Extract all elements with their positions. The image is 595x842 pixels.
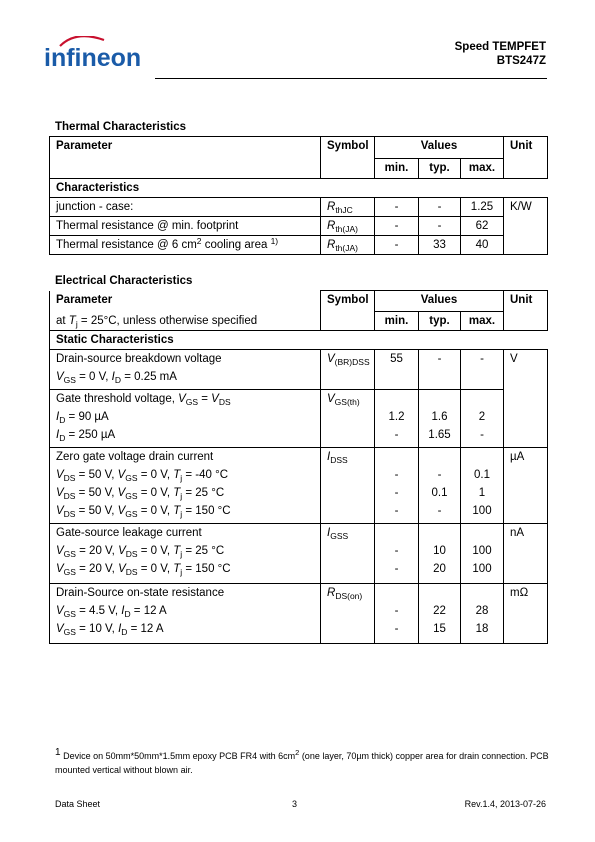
condition-line: $V_{DS} = 50$ V, $V_{GS} = 0$ V, $T_j = 150$ °C	[56, 505, 231, 519]
typ-cell: 1.6 1.65	[419, 390, 461, 448]
thermal-subheader-row	[50, 159, 548, 179]
col-values: Values	[375, 291, 504, 312]
col-typ: typ.	[419, 159, 461, 179]
symbol-cell: $R_{DS(on)}$	[321, 584, 375, 644]
part-number: BTS247Z	[496, 55, 546, 67]
typ-cell: 33	[419, 236, 461, 255]
condition-line: $V_{GS} = 10$ V, $I_D = 12$ A	[56, 623, 164, 637]
header-rule	[155, 78, 547, 79]
condition-line: $I_D = 90$ µA	[56, 411, 109, 425]
footnote-text-b: (one layer, 70µm thick) copper area for drain connection. PCB mounted vertical without blown air.	[55, 751, 549, 775]
condition-line: $V_{DS} = 50$ V, $V_{GS} = 0$ V, $T_j = -40$ °C	[56, 469, 228, 483]
thermal-table	[49, 136, 548, 255]
table-row	[50, 217, 548, 236]
col-unit: Unit	[504, 291, 548, 312]
infineon-logo	[42, 36, 154, 76]
max-cell: -	[461, 350, 504, 390]
param-cell: Drain-source breakdown voltage $V_{GS} = 0$ V, $I_D = 0.25$ mA	[50, 350, 321, 390]
symbol-cell: $R_{th(JA)}$	[321, 236, 375, 255]
electrical-group-row	[50, 331, 548, 350]
symbol-cell: $R_{th(JA)}$	[321, 217, 375, 236]
col-symbol: Symbol	[321, 291, 375, 312]
max-cell: 0.1 1 100	[461, 448, 504, 524]
col-max: max.	[461, 159, 504, 179]
typ-cell: -	[419, 350, 461, 390]
col-max: max.	[461, 312, 504, 331]
condition-line: $V_{DS} = 50$ V, $V_{GS} = 0$ V, $T_j = 25$ °C	[56, 487, 225, 501]
unit-cell	[504, 236, 548, 255]
param-cell: Drain-Source on-state resistance $V_{GS} = 4.5$ V, $I_D = 12$ A $V_{GS} = 10$ V, $I_D = 12$ A	[50, 584, 321, 644]
table-row-rdson	[50, 584, 548, 644]
footer-revision: Rev.1.4, 2013-07-26	[464, 799, 546, 809]
symbol-cell: $R_{thJC}$	[321, 198, 375, 217]
electrical-header-row	[50, 291, 548, 312]
max-cell: 100 100	[461, 524, 504, 584]
condition-line: $V_{GS} = 20$ V, $V_{DS} = 0$ V, $T_j = 25$ °C	[56, 545, 225, 559]
col-parameter: Parameter	[50, 137, 321, 159]
min-cell: -	[375, 236, 419, 255]
table-row-igss	[50, 524, 548, 584]
typ-cell: - 0.1 -	[419, 448, 461, 524]
param-cell: Gate threshold voltage, $V_{GS} = V_{DS}$ $I_D = 90$ µA $I_D = 250$ µA	[50, 390, 321, 448]
symbol-cell: $I_{DSS}$	[321, 448, 375, 524]
footnote-mark: 1	[55, 747, 61, 758]
param-cell: Gate-source leakage current $V_{GS} = 20$ V, $V_{DS} = 0$ V, $T_j = 25$ °C $V_{GS} = 20$ V, $V_{DS} = 0$ V, $T_j = 150$ °C	[50, 524, 321, 584]
min-cell: -	[375, 217, 419, 236]
condition-line: $V_{GS} = 20$ V, $V_{DS} = 0$ V, $T_j = 150$ °C	[56, 563, 231, 577]
electrical-subheader-row	[50, 312, 548, 331]
thermal-section-title: Thermal Characteristics	[55, 121, 187, 133]
product-family: Speed TEMPFET	[454, 41, 546, 53]
col-unit: Unit	[504, 137, 548, 159]
electrical-section-title: Electrical Characteristics	[55, 275, 193, 287]
typ-cell: -	[419, 198, 461, 217]
param-cell: Thermal resistance @ 6 $cm^2$ cooling area $^{1)}$	[50, 236, 321, 255]
table-row-vgsth	[50, 390, 548, 448]
condition-line: $V_{GS} = 4.5$ V, $I_D = 12$ A	[56, 605, 167, 619]
min-cell: - -	[375, 524, 419, 584]
typ-cell: 22 15	[419, 584, 461, 644]
col-min: min.	[375, 312, 419, 331]
table-row-idss	[50, 448, 548, 524]
max-cell: 28 18	[461, 584, 504, 644]
page-number: 3	[292, 799, 298, 809]
footer-doc-type: Data Sheet	[55, 799, 101, 809]
table-row	[50, 236, 548, 255]
unit-cell: K/W	[504, 198, 548, 217]
footnote-text-a: Device on 50mm*50mm*1.5mm epoxy PCB FR4 with 6cm	[60, 751, 296, 761]
symbol-cell: $V_{GS(th)}$	[321, 390, 375, 448]
symbol-cell: $I_{GSS}$	[321, 524, 375, 584]
table-row-bvdss	[50, 350, 548, 390]
col-typ: typ.	[419, 312, 461, 331]
condition-line: $V_{GS} = 0$ V, $I_D = 0.25$ mA	[56, 371, 177, 385]
unit-cell	[504, 217, 548, 236]
param-cell: Zero gate voltage drain current $V_{DS} = 50$ V, $V_{GS} = 0$ V, $T_j = -40$ °C $V_{DS} = 50$ V, $V_{GS} = 0$ V, $T_j = 25$ °C $V_{DS} = 50$ V, $V_{GS} = 0$ V, $T_j = 150$ °C	[50, 448, 321, 524]
condition-line: $I_D = 250$ µA	[56, 429, 116, 443]
logo-text: infineon	[44, 44, 142, 72]
min-cell: -	[375, 198, 419, 217]
unit-cell: µA	[504, 448, 548, 524]
min-cell: 55	[375, 350, 419, 390]
unit-cell	[504, 390, 548, 448]
unit-cell: mΩ	[504, 584, 548, 644]
unit-cell: nA	[504, 524, 548, 584]
col-values: Values	[375, 137, 504, 159]
typ-cell: 10 20	[419, 524, 461, 584]
group-characteristics: Characteristics	[50, 179, 548, 198]
col-min: min.	[375, 159, 419, 179]
max-cell: 62	[461, 217, 504, 236]
unit-cell: V	[504, 350, 548, 390]
param-cell: junction - case:	[50, 198, 321, 217]
min-cell: - - -	[375, 448, 419, 524]
thermal-header-row	[50, 137, 548, 159]
symbol-cell: $V_{(BR)DSS}$	[321, 350, 375, 390]
param-cell: Thermal resistance @ min. footprint	[50, 217, 321, 236]
max-cell: 1.25	[461, 198, 504, 217]
min-cell: - -	[375, 584, 419, 644]
footnote-ref: 1)	[270, 236, 279, 246]
col-parameter: Parameter	[50, 291, 321, 312]
min-cell: 1.2 -	[375, 390, 419, 448]
typ-cell: -	[419, 217, 461, 236]
footnote: $^1$ Device on 50mm*50mm*1.5mm epoxy PCB FR4 with $6cm^2$ (one layer, 70µm thick) copper area for drain connection. PCB mounted vertical without blown air.	[55, 747, 549, 775]
max-cell: 40	[461, 236, 504, 255]
table-row	[50, 198, 548, 217]
test-condition-note: at $T_j = 25^\circ C$, unless otherwise specified	[50, 312, 321, 331]
group-static: Static Characteristics	[50, 331, 548, 350]
col-symbol: Symbol	[321, 137, 375, 159]
header-title-block	[455, 40, 546, 68]
max-cell: 2 -	[461, 390, 504, 448]
electrical-table	[49, 290, 548, 644]
thermal-group-row	[50, 179, 548, 198]
